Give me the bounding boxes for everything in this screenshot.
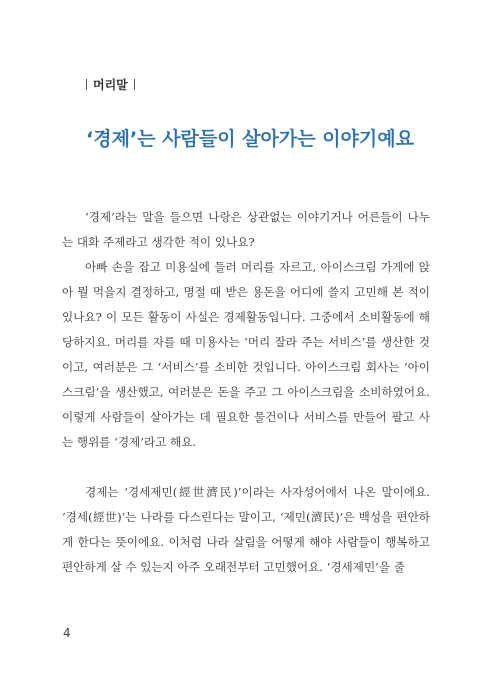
paragraph-3: 경제는 ‘경세제민(經世濟民)’이라는 사자성어에서 나온 말이에요. ‘경세(經世)’는 나라를 다스린다는 말이고, ‘제민(濟民)’은 백성을 편안하게 한다는 뜻이에요. 이처럼 나라 살림을 어떻게 해야 사람들이 행복하고 편안하게 살 수 있는지 아주 오래전부터 고민했어요. ‘경세제민’을 줄 (62, 485, 430, 574)
label-right-bar (134, 79, 135, 90)
body-text (62, 205, 430, 580)
section-label (86, 76, 135, 93)
paragraph-1: ‘경제’라는 말을 들으면 나랑은 상관없는 이야기거나 어른들이 나누는 대화 주제라고 생각한 적이 있나요? (62, 210, 430, 249)
page-number: 4 (63, 626, 71, 640)
paragraph-2: 아빠 손을 잡고 미용실에 들러 머리를 자르고, 아이스크림 가게에 앉아 뭘 먹을지 결정하고, 명절 때 받은 용돈을 어디에 쓸지 고민해 본 적이 있나요? 이 모든 활동이 사실은 경제활동입니다. 그중에서 소비활동에 해당하지요. 머리를 자를 때 미용사는 ‘머리 잘라 주는 서비스’를 생산한 것이고, 여러분은 그 ‘서비스’를 소비한 것입니다. 아이스크림 회사는 ‘아이스크림’을 생산했고, 여러분은 돈을 주고 그 아이스크림을 소비하였어요. 이렇게 사람들이 살아가는 데 필요한 물건이나 서비스를 만들어 팔고 사는 행위를 ‘경제’라고 해요. (62, 260, 430, 449)
section-label-text: 머리말 (93, 78, 128, 92)
label-left-bar (86, 79, 87, 90)
chapter-title: ‘경제’는 사람들이 살아가는 이야기예요 (86, 128, 414, 150)
